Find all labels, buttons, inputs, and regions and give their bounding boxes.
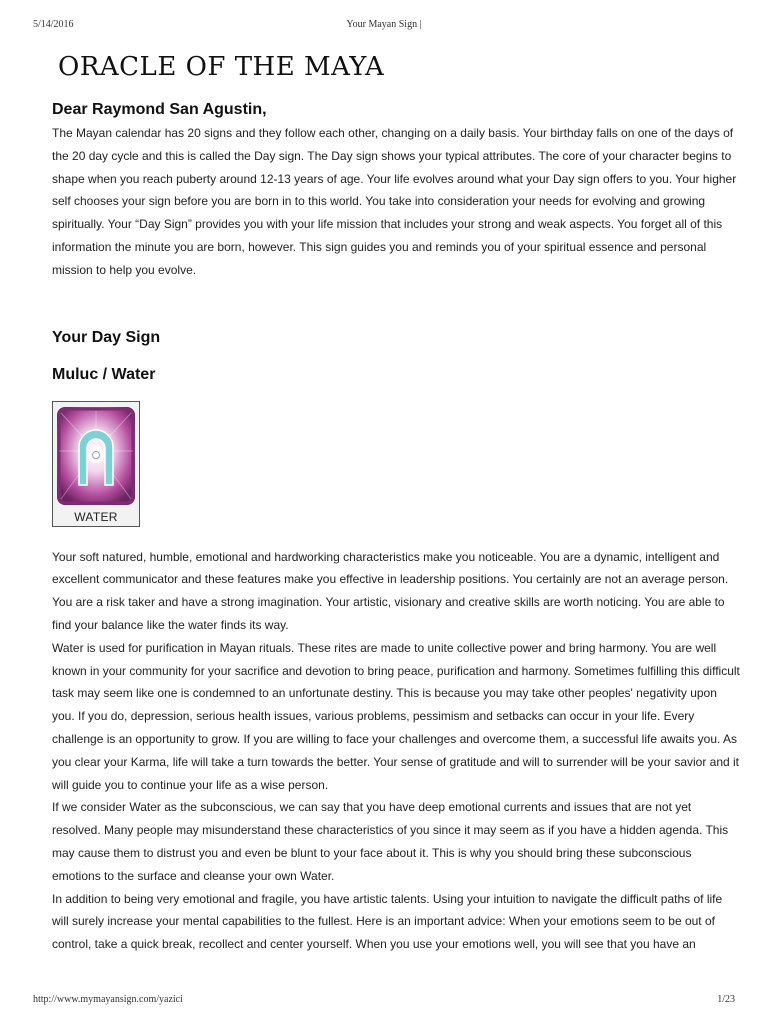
body-paragraph: Water is used for purification in Mayan rituals. These rites are made to unite collective power and bring harmony. You are well known in your community for your sacrifice and devotion to bring peace, purification and harmony. Sometimes fulfilling this difficult task may seem like one is condemned to an unfortunate destiny. This is because you may take other peoples' negativity upon you. If you do, depression, serious health issues, various problems, pessimism and setbacks can occur in your life. Every challenge is an opportunity to grow. If you are willing to face your challenges and overcome them, a successful life awaits you. As you clear your Karma, life will take a turn towards the better. Your sense of gratitude and will to surrender will be your savior and it will guide you to continue your life as a wise person. — [52, 640, 740, 792]
intro-paragraph: The Mayan calendar has 20 signs and they follow each other, changing on a daily basis. Your birthday falls on one of the days of the 20 day cycle and this is called the Day sign. The Day sign shows your typical attributes. The core of your character begins to shape when you reach puberty around 12-13 years of age. Your life evolves around what your Day sign offers to you. Your higher self chooses your sign before you are born in to this world. You take into consideration your needs for evolving and growing spiritually. Your “Day Sign” provides you with your life mission that includes your strong and weak aspects. You forget all of this information the minute you are born, however. This sign guides you and reminds you of your spiritual essence and personal mission to help you evolve. — [52, 126, 737, 277]
print-title: Your Mayan Sign | — [346, 19, 422, 30]
print-date: 5/14/2016 — [33, 19, 74, 30]
body-text — [52, 546, 742, 956]
water-glyph-icon — [57, 407, 135, 505]
sign-name: Muluc / Water — [52, 365, 156, 383]
print-header — [0, 19, 768, 33]
body-paragraph: In addition to being very emotional and fragile, you have artistic talents. Using your intuition to navigate the difficult paths of life will surely increase your mental capabilities to the fullest. Here is an important advice: When your emotions seem to be out of control, take a quick break, recollect and center yourself. When you use your emotions well, you will see that you have an — [52, 891, 723, 952]
site-logo[interactable]: ORACLE OF THE MAYA — [58, 52, 385, 82]
sign-card — [52, 401, 140, 527]
print-url[interactable]: http://www.mymayansign.com/yazici — [33, 994, 183, 1005]
day-sign-heading: Your Day Sign — [52, 328, 161, 346]
sign-card-label: WATER — [74, 509, 118, 524]
main-content — [52, 100, 742, 956]
body-paragraph: If we consider Water as the subconscious, we can say that you have deep emotional currents and issues that are not yet resolved. Many people may misunderstand these characteristics of you since it may seem as if you have a hidden agenda. This may cause them to distrust you and even be blunt to your face about it. This is why you should bring these subconscious emotions to the surface and cleanse your own Water. — [52, 800, 729, 883]
page-number: 1/23 — [717, 994, 735, 1005]
body-paragraph: Your soft natured, humble, emotional and hardworking characteristics make you noticeable. You are a dynamic, intelligent and excellent communicator and these features make you effective in leadership positions. You certainly are not an average person. You are a risk taker and have a strong imagination. Your artistic, visionary and creative skills are worth noticing. You are able to find your balance like the water finds its way. — [52, 549, 729, 632]
print-footer — [0, 994, 768, 1008]
greeting: Dear Raymond San Agustin, — [52, 101, 267, 118]
